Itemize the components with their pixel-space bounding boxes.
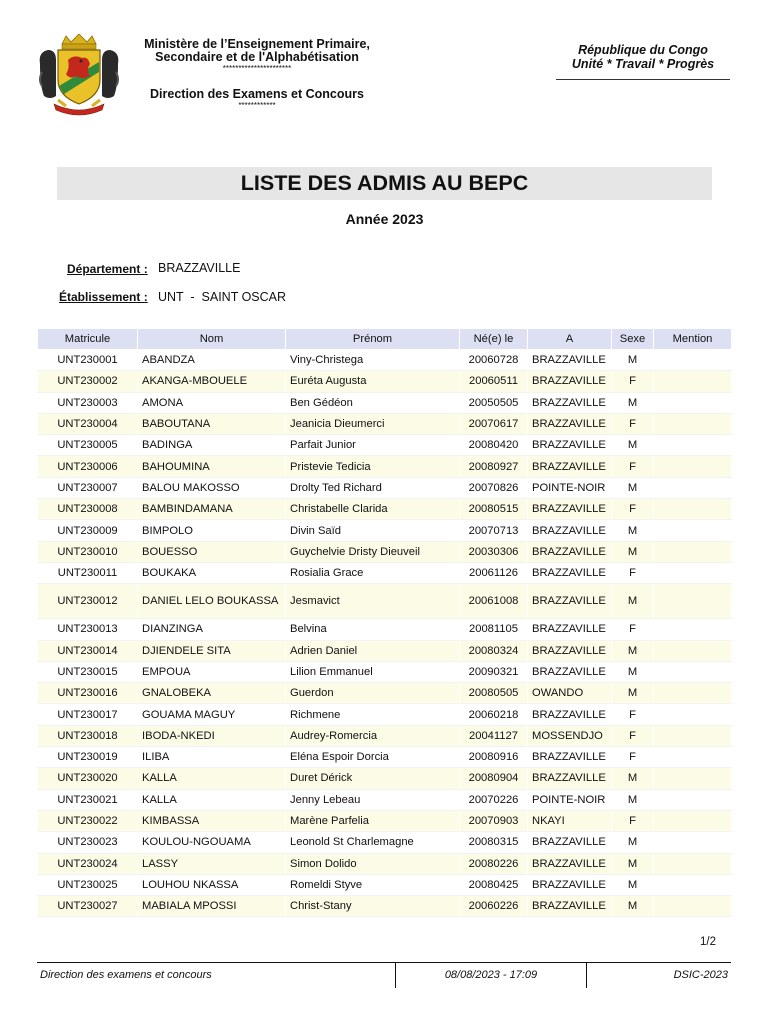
cell-matricule: UNT230014 bbox=[38, 640, 138, 661]
cell-matricule: UNT230024 bbox=[38, 853, 138, 874]
cell-nom: GOUAMA MAGUY bbox=[138, 704, 286, 725]
cell-prenom: Rosialia Grace bbox=[286, 562, 460, 583]
cell-nom: BAHOUMINA bbox=[138, 456, 286, 477]
table-header-row bbox=[38, 329, 732, 350]
cell-sexe: M bbox=[612, 584, 654, 619]
cell-prenom: Divin Saïd bbox=[286, 520, 460, 541]
cell-prenom: Belvina bbox=[286, 619, 460, 640]
cell-matricule: UNT230009 bbox=[38, 520, 138, 541]
cell-matricule: UNT230021 bbox=[38, 789, 138, 810]
table-row bbox=[38, 725, 732, 746]
republic-header bbox=[556, 43, 730, 71]
cell-prenom: Pristevie Tedicia bbox=[286, 456, 460, 477]
cell-lieu: BRAZZAVILLE bbox=[528, 640, 612, 661]
departement-label: Département : bbox=[67, 262, 148, 276]
cell-lieu: BRAZZAVILLE bbox=[528, 371, 612, 392]
cell-mention bbox=[654, 584, 732, 619]
cell-date-naissance: 20061126 bbox=[460, 562, 528, 583]
etablissement-label: Établissement : bbox=[59, 290, 148, 304]
cell-matricule: UNT230020 bbox=[38, 768, 138, 789]
cell-date-naissance: 20060728 bbox=[460, 350, 528, 371]
cell-lieu: BRAZZAVILLE bbox=[528, 853, 612, 874]
cell-mention bbox=[654, 562, 732, 583]
cell-date-naissance: 20081105 bbox=[460, 619, 528, 640]
cell-nom: BAMBINDAMANA bbox=[138, 499, 286, 520]
table-body bbox=[38, 350, 732, 917]
cell-mention bbox=[654, 619, 732, 640]
cell-matricule: UNT230022 bbox=[38, 810, 138, 831]
cell-matricule: UNT230013 bbox=[38, 619, 138, 640]
cell-mention bbox=[654, 499, 732, 520]
cell-mention bbox=[654, 853, 732, 874]
cell-date-naissance: 20080904 bbox=[460, 768, 528, 789]
cell-matricule: UNT230027 bbox=[38, 896, 138, 917]
cell-sexe: F bbox=[612, 747, 654, 768]
cell-sexe: M bbox=[612, 541, 654, 562]
cell-mention bbox=[654, 810, 732, 831]
cell-nom: BADINGA bbox=[138, 435, 286, 456]
cell-date-naissance: 20070617 bbox=[460, 413, 528, 434]
cell-prenom: Ben Gédéon bbox=[286, 392, 460, 413]
cell-nom: KIMBASSA bbox=[138, 810, 286, 831]
column-header-lieu: A bbox=[528, 329, 612, 350]
cell-sexe: M bbox=[612, 853, 654, 874]
cell-mention bbox=[654, 350, 732, 371]
cell-matricule: UNT230018 bbox=[38, 725, 138, 746]
cell-nom: LASSY bbox=[138, 853, 286, 874]
cell-nom: DANIEL LELO BOUKASSA bbox=[138, 584, 286, 619]
cell-mention bbox=[654, 683, 732, 704]
cell-matricule: UNT230002 bbox=[38, 371, 138, 392]
cell-prenom: Simon Dolido bbox=[286, 853, 460, 874]
cell-date-naissance: 20070713 bbox=[460, 520, 528, 541]
cell-matricule: UNT230016 bbox=[38, 683, 138, 704]
republic-name: République du Congo bbox=[578, 43, 708, 57]
cell-mention bbox=[654, 896, 732, 917]
document-title: LISTE DES ADMIS AU BEPC bbox=[57, 167, 712, 200]
cell-date-naissance: 20080515 bbox=[460, 499, 528, 520]
cell-lieu: BRAZZAVILLE bbox=[528, 747, 612, 768]
cell-mention bbox=[654, 768, 732, 789]
cell-mention bbox=[654, 520, 732, 541]
cell-matricule: UNT230007 bbox=[38, 477, 138, 498]
cell-prenom: Marène Parfelia bbox=[286, 810, 460, 831]
column-header-prenom: Prénom bbox=[286, 329, 460, 350]
cell-mention bbox=[654, 456, 732, 477]
cell-nom: MABIALA MPOSSI bbox=[138, 896, 286, 917]
cell-mention bbox=[654, 832, 732, 853]
cell-nom: BIMPOLO bbox=[138, 520, 286, 541]
cell-prenom: Duret Dérick bbox=[286, 768, 460, 789]
cell-lieu: BRAZZAVILLE bbox=[528, 584, 612, 619]
table-row bbox=[38, 392, 732, 413]
column-header-nom: Nom bbox=[138, 329, 286, 350]
republic-underline bbox=[556, 79, 730, 80]
table-row bbox=[38, 619, 732, 640]
footer-timestamp: 08/08/2023 - 17:09 bbox=[444, 969, 538, 981]
cell-date-naissance: 20041127 bbox=[460, 725, 528, 746]
cell-matricule: UNT230010 bbox=[38, 541, 138, 562]
cell-lieu: BRAZZAVILLE bbox=[528, 619, 612, 640]
cell-prenom: Richmene bbox=[286, 704, 460, 725]
cell-sexe: F bbox=[612, 562, 654, 583]
cell-lieu: POINTE-NOIR bbox=[528, 477, 612, 498]
cell-mention bbox=[654, 477, 732, 498]
ministry-line-2: Secondaire et de l'Alphabétisation bbox=[155, 50, 359, 64]
cell-nom: KOULOU-NGOUAMA bbox=[138, 832, 286, 853]
cell-sexe: F bbox=[612, 371, 654, 392]
cell-lieu: BRAZZAVILLE bbox=[528, 350, 612, 371]
cell-mention bbox=[654, 725, 732, 746]
cell-nom: LOUHOU NKASSA bbox=[138, 874, 286, 895]
cell-date-naissance: 20060226 bbox=[460, 896, 528, 917]
cell-matricule: UNT230025 bbox=[38, 874, 138, 895]
table-row bbox=[38, 683, 732, 704]
cell-lieu: BRAZZAVILLE bbox=[528, 392, 612, 413]
cell-prenom: Jenny Lebeau bbox=[286, 789, 460, 810]
cell-lieu: BRAZZAVILLE bbox=[528, 832, 612, 853]
cell-prenom: Jeanicia Dieumerci bbox=[286, 413, 460, 434]
cell-nom: GNALOBEKA bbox=[138, 683, 286, 704]
cell-matricule: UNT230006 bbox=[38, 456, 138, 477]
page-number: 1/2 bbox=[700, 936, 716, 948]
cell-date-naissance: 20080420 bbox=[460, 435, 528, 456]
cell-lieu: BRAZZAVILLE bbox=[528, 413, 612, 434]
cell-prenom: Christ-Stany bbox=[286, 896, 460, 917]
footer-separator bbox=[586, 962, 587, 988]
cell-date-naissance: 20050505 bbox=[460, 392, 528, 413]
cell-matricule: UNT230004 bbox=[38, 413, 138, 434]
cell-nom: BABOUTANA bbox=[138, 413, 286, 434]
cell-lieu: BRAZZAVILLE bbox=[528, 562, 612, 583]
cell-date-naissance: 20061008 bbox=[460, 584, 528, 619]
table-row bbox=[38, 350, 732, 371]
cell-prenom: Parfait Junior bbox=[286, 435, 460, 456]
coat-of-arms-emblem bbox=[36, 34, 122, 118]
ministry-separator: ********************** bbox=[222, 64, 292, 73]
cell-date-naissance: 20070226 bbox=[460, 789, 528, 810]
cell-nom: KALLA bbox=[138, 789, 286, 810]
cell-mention bbox=[654, 661, 732, 682]
cell-nom: ABANDZA bbox=[138, 350, 286, 371]
cell-matricule: UNT230012 bbox=[38, 584, 138, 619]
cell-mention bbox=[654, 371, 732, 392]
cell-sexe: M bbox=[612, 874, 654, 895]
cell-prenom: Christabelle Clarida bbox=[286, 499, 460, 520]
table-row bbox=[38, 541, 732, 562]
table-row bbox=[38, 520, 732, 541]
cell-date-naissance: 20080505 bbox=[460, 683, 528, 704]
cell-date-naissance: 20080425 bbox=[460, 874, 528, 895]
table-row bbox=[38, 747, 732, 768]
cell-matricule: UNT230023 bbox=[38, 832, 138, 853]
cell-date-naissance: 20080226 bbox=[460, 853, 528, 874]
cell-lieu: POINTE-NOIR bbox=[528, 789, 612, 810]
table-row bbox=[38, 640, 732, 661]
direction-name: Direction des Examens et Concours bbox=[150, 87, 364, 101]
cell-prenom: Romeldi Styve bbox=[286, 874, 460, 895]
national-motto: Unité * Travail * Progrès bbox=[571, 57, 715, 71]
cell-lieu: BRAZZAVILLE bbox=[528, 520, 612, 541]
cell-matricule: UNT230015 bbox=[38, 661, 138, 682]
cell-prenom: Eléna Espoir Dorcia bbox=[286, 747, 460, 768]
table-row bbox=[38, 562, 732, 583]
table-row bbox=[38, 456, 732, 477]
cell-prenom: Guerdon bbox=[286, 683, 460, 704]
cell-prenom: Leonold St Charlemagne bbox=[286, 832, 460, 853]
cell-lieu: BRAZZAVILLE bbox=[528, 704, 612, 725]
cell-sexe: M bbox=[612, 350, 654, 371]
cell-mention bbox=[654, 541, 732, 562]
cell-sexe: M bbox=[612, 789, 654, 810]
cell-lieu: BRAZZAVILLE bbox=[528, 896, 612, 917]
cell-lieu: BRAZZAVILLE bbox=[528, 456, 612, 477]
cell-lieu: BRAZZAVILLE bbox=[528, 499, 612, 520]
table-row bbox=[38, 371, 732, 392]
cell-nom: KALLA bbox=[138, 768, 286, 789]
table-row bbox=[38, 477, 732, 498]
cell-sexe: F bbox=[612, 704, 654, 725]
table-row bbox=[38, 435, 732, 456]
cell-mention bbox=[654, 392, 732, 413]
cell-lieu: NKAYI bbox=[528, 810, 612, 831]
cell-matricule: UNT230011 bbox=[38, 562, 138, 583]
cell-matricule: UNT230017 bbox=[38, 704, 138, 725]
cell-nom: BALOU MAKOSSO bbox=[138, 477, 286, 498]
cell-mention bbox=[654, 640, 732, 661]
etablissement-value: UNT - SAINT OSCAR bbox=[158, 290, 287, 304]
cell-lieu: BRAZZAVILLE bbox=[528, 661, 612, 682]
table-row bbox=[38, 413, 732, 434]
cell-nom: BOUKAKA bbox=[138, 562, 286, 583]
cell-prenom: Guychelvie Dristy Dieuveil bbox=[286, 541, 460, 562]
table-row bbox=[38, 810, 732, 831]
direction-separator: ************ bbox=[238, 101, 276, 110]
direction-header bbox=[132, 88, 382, 110]
cell-sexe: F bbox=[612, 810, 654, 831]
cell-lieu: OWANDO bbox=[528, 683, 612, 704]
cell-nom: BOUESSO bbox=[138, 541, 286, 562]
cell-date-naissance: 20030306 bbox=[460, 541, 528, 562]
cell-mention bbox=[654, 874, 732, 895]
cell-sexe: F bbox=[612, 456, 654, 477]
cell-mention bbox=[654, 789, 732, 810]
cell-lieu: BRAZZAVILLE bbox=[528, 874, 612, 895]
cell-nom: EMPOUA bbox=[138, 661, 286, 682]
cell-sexe: M bbox=[612, 832, 654, 853]
cell-lieu: MOSSENDJO bbox=[528, 725, 612, 746]
cell-mention bbox=[654, 704, 732, 725]
column-header-sexe: Sexe bbox=[612, 329, 654, 350]
cell-matricule: UNT230001 bbox=[38, 350, 138, 371]
cell-sexe: M bbox=[612, 661, 654, 682]
column-header-matricule: Matricule bbox=[38, 329, 138, 350]
cell-sexe: M bbox=[612, 768, 654, 789]
cell-sexe: M bbox=[612, 896, 654, 917]
cell-date-naissance: 20080916 bbox=[460, 747, 528, 768]
cell-date-naissance: 20080324 bbox=[460, 640, 528, 661]
cell-sexe: M bbox=[612, 640, 654, 661]
cell-sexe: M bbox=[612, 477, 654, 498]
cell-date-naissance: 20070826 bbox=[460, 477, 528, 498]
cell-nom: DIANZINGA bbox=[138, 619, 286, 640]
cell-nom: AKANGA-MBOUELE bbox=[138, 371, 286, 392]
cell-mention bbox=[654, 435, 732, 456]
cell-sexe: F bbox=[612, 619, 654, 640]
cell-prenom: Euréta Augusta bbox=[286, 371, 460, 392]
cell-prenom: Viny-Christega bbox=[286, 350, 460, 371]
cell-date-naissance: 20060218 bbox=[460, 704, 528, 725]
cell-mention bbox=[654, 747, 732, 768]
table-row bbox=[38, 874, 732, 895]
admitted-students-table bbox=[37, 328, 732, 917]
table-row bbox=[38, 853, 732, 874]
cell-date-naissance: 20080315 bbox=[460, 832, 528, 853]
cell-lieu: BRAZZAVILLE bbox=[528, 541, 612, 562]
cell-date-naissance: 20060511 bbox=[460, 371, 528, 392]
cell-nom: AMONA bbox=[138, 392, 286, 413]
cell-lieu: BRAZZAVILLE bbox=[528, 435, 612, 456]
cell-nom: DJIENDELE SITA bbox=[138, 640, 286, 661]
cell-mention bbox=[654, 413, 732, 434]
table-row bbox=[38, 789, 732, 810]
cell-sexe: M bbox=[612, 683, 654, 704]
departement-value: BRAZZAVILLE bbox=[158, 261, 241, 275]
cell-date-naissance: 20080927 bbox=[460, 456, 528, 477]
footer-reference: DSIC-2023 bbox=[673, 969, 728, 981]
cell-prenom: Lilion Emmanuel bbox=[286, 661, 460, 682]
cell-prenom: Jesmavict bbox=[286, 584, 460, 619]
cell-prenom: Audrey-Romercia bbox=[286, 725, 460, 746]
table-row bbox=[38, 768, 732, 789]
cell-nom: ILIBA bbox=[138, 747, 286, 768]
cell-sexe: M bbox=[612, 435, 654, 456]
cell-sexe: F bbox=[612, 413, 654, 434]
ministry-line-1: Ministère de l’Enseignement Primaire, bbox=[144, 37, 370, 51]
cell-matricule: UNT230008 bbox=[38, 499, 138, 520]
cell-sexe: M bbox=[612, 520, 654, 541]
cell-nom: IBODA-NKEDI bbox=[138, 725, 286, 746]
exam-year: Année 2023 bbox=[345, 211, 424, 227]
cell-sexe: M bbox=[612, 392, 654, 413]
cell-date-naissance: 20070903 bbox=[460, 810, 528, 831]
cell-matricule: UNT230005 bbox=[38, 435, 138, 456]
footer-organization: Direction des examens et concours bbox=[40, 969, 212, 981]
cell-matricule: UNT230019 bbox=[38, 747, 138, 768]
cell-date-naissance: 20090321 bbox=[460, 661, 528, 682]
cell-prenom: Drolty Ted Richard bbox=[286, 477, 460, 498]
column-header-mention: Mention bbox=[654, 329, 732, 350]
table-row bbox=[38, 584, 732, 619]
column-header-date-naissance: Né(e) le bbox=[460, 329, 528, 350]
cell-prenom: Adrien Daniel bbox=[286, 640, 460, 661]
table-row bbox=[38, 499, 732, 520]
ministry-header bbox=[132, 38, 382, 73]
cell-sexe: F bbox=[612, 499, 654, 520]
cell-sexe: F bbox=[612, 725, 654, 746]
table-row bbox=[38, 661, 732, 682]
table-row bbox=[38, 832, 732, 853]
cell-lieu: BRAZZAVILLE bbox=[528, 768, 612, 789]
table-row bbox=[38, 704, 732, 725]
table-row bbox=[38, 896, 732, 917]
cell-matricule: UNT230003 bbox=[38, 392, 138, 413]
